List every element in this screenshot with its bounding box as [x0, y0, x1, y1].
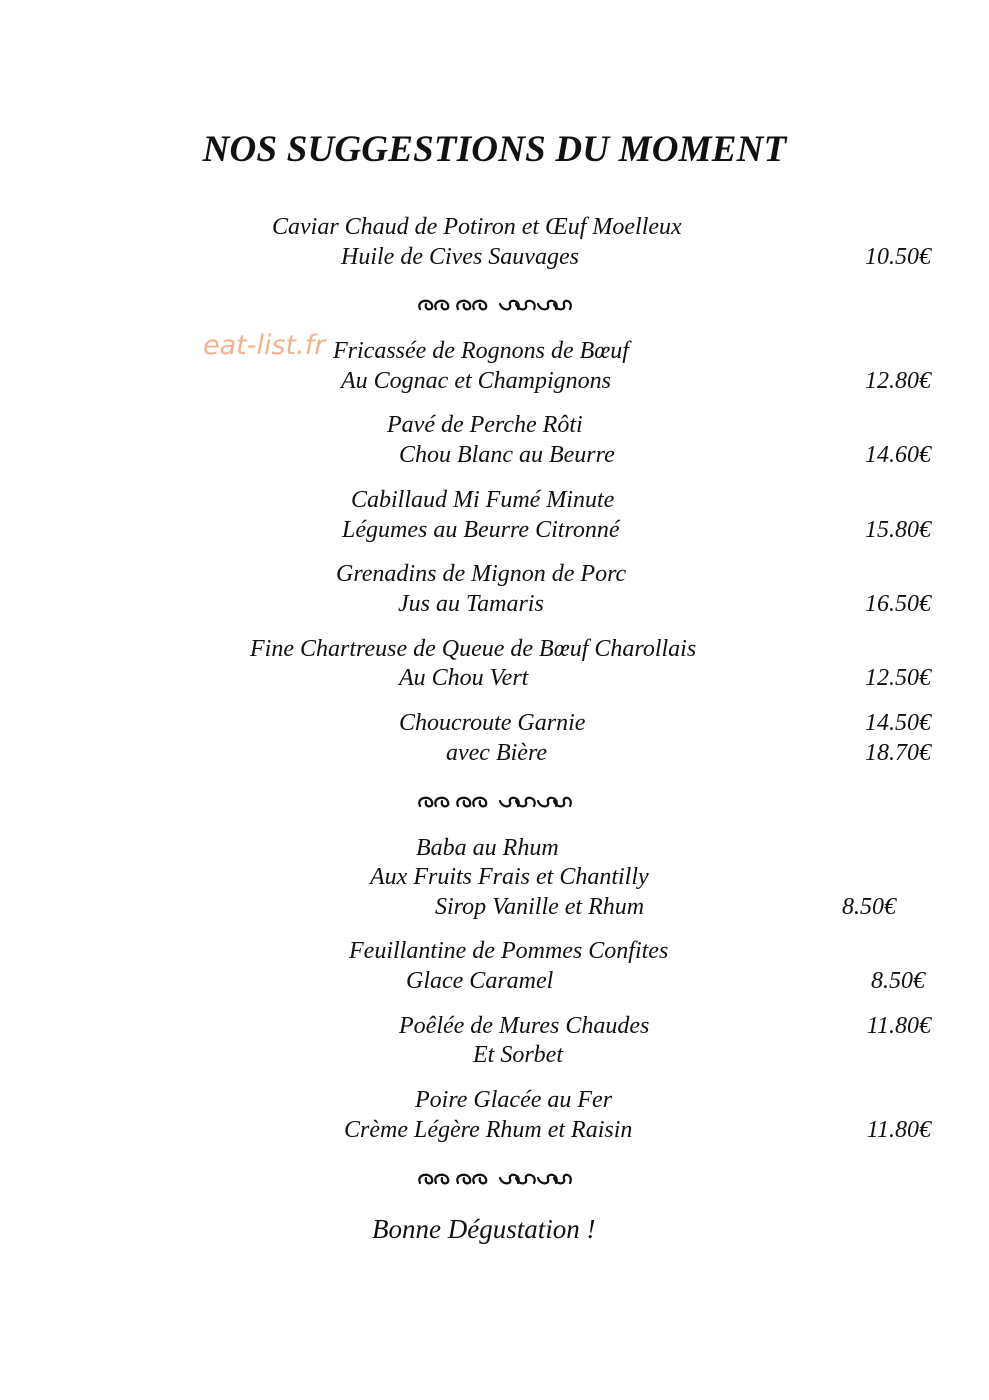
item-price: 8.50€ [842, 894, 896, 920]
item-line: Jus au Tamaris [398, 591, 544, 617]
item-price: 11.80€ [866, 1013, 931, 1039]
item-line: Caviar Chaud de Potiron et Œuf Moelleux [272, 214, 682, 240]
item-price: 8.50€ [871, 968, 925, 994]
item-line: Feuillantine de Pommes Confites [349, 938, 669, 964]
ornament-divider [414, 793, 574, 811]
item-price: 16.50€ [865, 591, 931, 617]
item-price: 15.80€ [865, 517, 931, 543]
item-line: Au Cognac et Champignons [341, 368, 611, 394]
item-line: Fine Chartreuse de Queue de Bœuf Charollais [250, 636, 697, 662]
item-price: 18.70€ [865, 740, 931, 766]
item-line: Pavé de Perche Rôti [387, 412, 583, 438]
item-line: Baba au Rhum [416, 835, 559, 861]
item-line: Fricassée de Rognons de Bœuf [333, 338, 629, 364]
item-price: 12.50€ [865, 665, 931, 691]
item-line: Chou Blanc au Beurre [399, 442, 615, 468]
watermark-text: eat-list.fr [203, 330, 326, 361]
item-price: 10.50€ [865, 244, 931, 270]
item-price: 11.80€ [866, 1117, 931, 1143]
ornament-divider [414, 1170, 574, 1188]
item-line: Choucroute Garnie [399, 710, 586, 736]
menu-title: NOS SUGGESTIONS DU MOMENT [202, 129, 787, 170]
item-line: Et Sorbet [473, 1042, 563, 1068]
item-line: Glace Caramel [406, 968, 554, 994]
closing-message: Bonne Dégustation ! [372, 1214, 596, 1244]
item-line: Poire Glacée au Fer [415, 1087, 613, 1113]
ornament-divider [414, 296, 574, 314]
item-line: Au Chou Vert [399, 665, 529, 691]
item-line: Grenadins de Mignon de Porc [336, 561, 627, 587]
item-line: avec Bière [446, 740, 548, 766]
item-price: 12.80€ [865, 368, 931, 394]
item-line: Légumes au Beurre Citronné [342, 517, 620, 543]
item-price: 14.60€ [865, 442, 931, 468]
item-line: Crème Légère Rhum et Raisin [344, 1117, 633, 1143]
item-line: Cabillaud Mi Fumé Minute [351, 487, 615, 513]
item-price: 14.50€ [865, 710, 931, 736]
item-line: Poêlée de Mures Chaudes [399, 1013, 650, 1039]
item-line: Sirop Vanille et Rhum [435, 894, 645, 920]
item-line: Huile de Cives Sauvages [341, 244, 579, 270]
item-line: Aux Fruits Frais et Chantilly [370, 864, 649, 890]
